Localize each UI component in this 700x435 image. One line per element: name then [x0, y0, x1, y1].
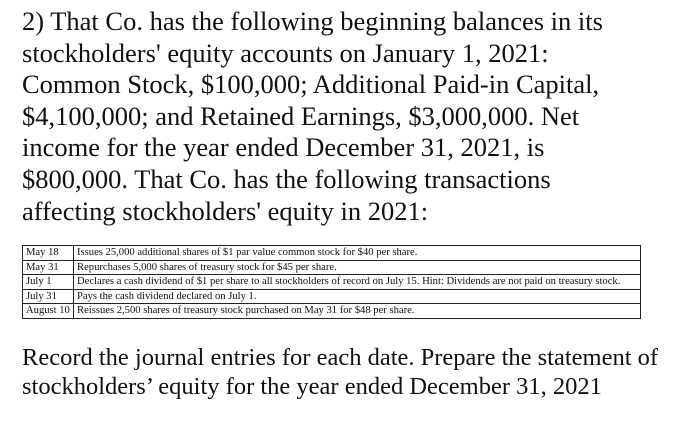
problem-intro	[22, 6, 682, 227]
transaction-description: Repurchases 5,000 shares of treasury stock for $45 per share.	[74, 260, 641, 275]
table-row	[23, 289, 641, 304]
transaction-date: May 31	[23, 260, 74, 275]
problem-instruction	[22, 344, 692, 401]
transaction-date: May 18	[23, 246, 74, 261]
table-row	[23, 246, 641, 261]
table-row	[23, 260, 641, 275]
intro-line: Common Stock, $100,000; Additional Paid-in Capital,	[22, 69, 600, 100]
instruction-line: stockholders’ equity for the year ended December 31, 2021	[22, 372, 602, 400]
intro-line: $4,100,000; and Retained Earnings, $3,000,000. Net	[22, 100, 580, 131]
table-row	[23, 275, 641, 290]
intro-line: stockholders' equity accounts on January 1, 2021:	[22, 37, 549, 68]
transaction-description: Reissues 2,500 shares of treasury stock purchased on May 31 for $48 per share.	[74, 304, 641, 319]
intro-line: 2) That Co. has the following beginning balances in its	[22, 6, 603, 36]
table-row	[23, 304, 641, 319]
intro-line: $800,000. That Co. has the following transactions	[22, 163, 551, 194]
transaction-description: Pays the cash dividend declared on July 1.	[74, 289, 641, 304]
intro-line: income for the year ended December 31, 2021, is	[22, 132, 545, 163]
transactions-table	[22, 245, 641, 319]
instruction-line: Record the journal entries for each date. Prepare the statement of	[22, 344, 659, 371]
transaction-description: Declares a cash dividend of $1 per share to all stockholders of record on July 15. Hint: Dividends are not paid on treasury stock.	[74, 275, 641, 290]
intro-line: affecting stockholders' equity in 2021:	[22, 195, 429, 226]
transaction-description: Issues 25,000 additional shares of $1 par value common stock for $40 per share.	[74, 246, 641, 261]
transaction-date: July 1	[23, 275, 74, 290]
transaction-date: July 31	[23, 289, 74, 304]
transaction-date: August 10	[23, 304, 74, 319]
